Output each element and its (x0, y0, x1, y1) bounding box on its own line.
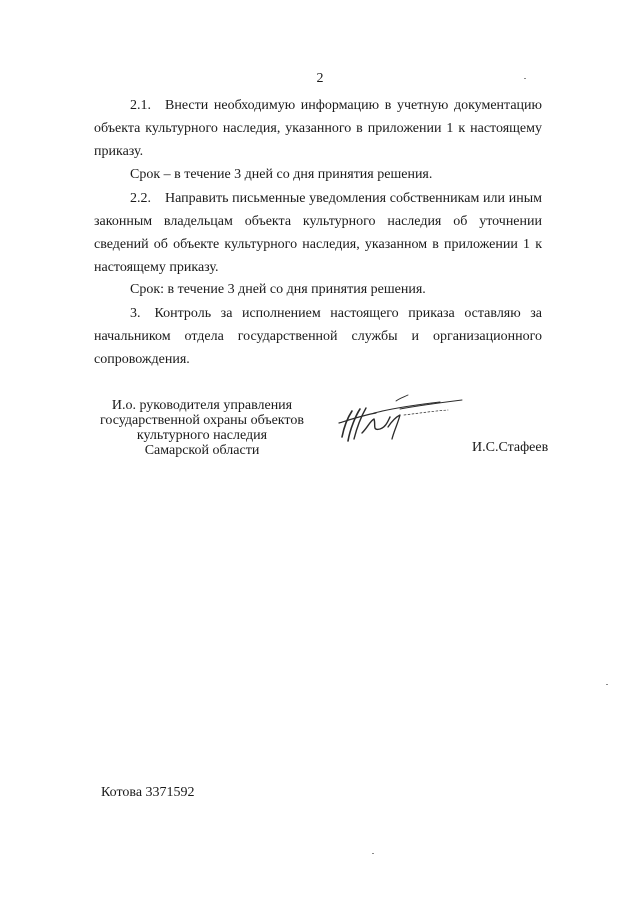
signatory-position-line: культурного наследия (136, 428, 268, 443)
deadline-2-2: Срок: в течение 3 дней со дня принятия решения. (130, 282, 426, 297)
page-number: 2 (316, 71, 324, 86)
signatory-position-line: Самарской области (144, 443, 260, 458)
signatory-position-line: государственной охраны объектов (100, 413, 304, 428)
signatory-name: И.С.Стафеев (472, 440, 549, 455)
signatory-position-line: И.о. руководителя управления (111, 398, 293, 413)
paragraph-3: 3. Контроль за исполнением настоящего приказа оставляю за начальником отдела государственной службы и организационного сопровождения. (94, 306, 542, 367)
scan-speck (372, 853, 374, 854)
signatory-position (74, 398, 330, 458)
handwritten-signature (330, 393, 468, 457)
scan-speck (524, 78, 526, 79)
scan-speck (606, 684, 608, 685)
deadline-2-1: Срок – в течение 3 дней со дня принятия решения. (130, 167, 433, 182)
paragraph-2-1: 2.1. Внести необходимую информацию в учетную документацию объекта культурного наследия, указанного в приложении 1 к настоящему приказу. (94, 98, 542, 159)
paragraph-2-2: 2.2. Направить письменные уведомления собственникам или иным законным владельцам объекта культурного наследия об уточнении сведений об объекте культурного наследия, указанном в приложении 1 к настоящему приказу. (94, 191, 542, 275)
executor-contact: Котова 3371592 (101, 785, 195, 800)
